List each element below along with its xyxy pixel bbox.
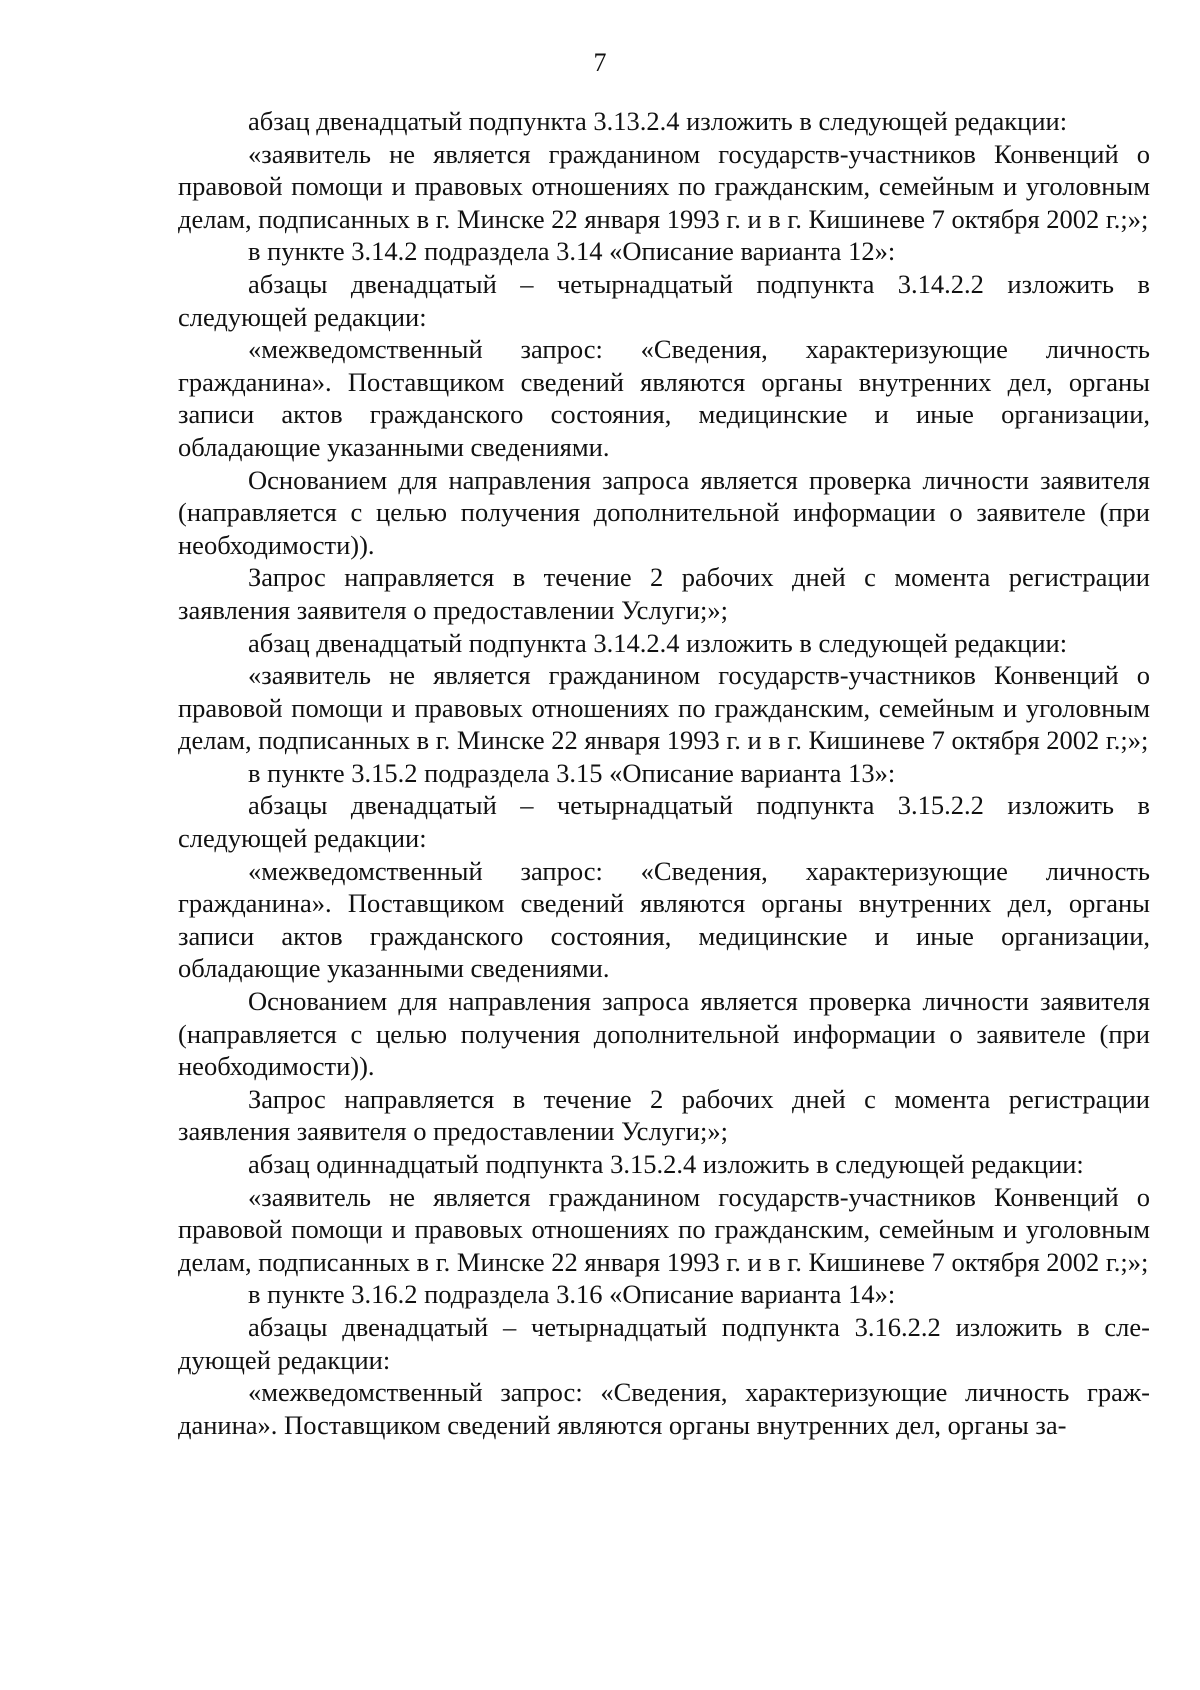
paragraph: Запрос направляется в течение 2 рабочих дней с момента регистрации заявления заявителя о предоставлении Услуги;»; [178,562,1150,625]
paragraph: «заявитель не является гражданином государств-участников Конвенций о правовой помощи и правовых отношениях по гражданским, семейным и уголовным делам, подписанных в г. Минске 22 января 1993 г. и в г. Кишиневе 7 октября 2002 г.;»; [178,1181,1150,1277]
paragraph: абзацы двенадцатый – четырнадцатый подпункта 3.15.2.2 изложить в следующей редакции: [178,790,1150,854]
paragraph: «межведомственный запрос: «Сведения, характеризующие личность гражданина». Поставщиком сведений являются органы внутренних дел, органы записи актов гражданского состояния, медицинские и иные организации, обладающие указанными сведениями. [178,855,1150,984]
paragraph: абзацы двенадцатый – четырнадцатый подпункта 3.16.2.2 изложить в следующей редакции: [178,1311,1150,1375]
paragraph: «межведомственный запрос: «Сведения, характеризующие личность гражданина». Поставщиком сведений являются органы внутренних дел, органы записи актов гражданского состояния, медицинские и иные организации, обладающие указанными сведениями. [178,334,1150,462]
paragraph: абзац двенадцатый подпункта 3.14.2.4 изложить в следующей редакции: [248,627,1068,658]
paragraph: Основанием для направления запроса является проверка личности заявителя (направляется с целью получения дополнительной информации о заявителе (при необходимости)). [178,464,1150,560]
paragraph: Основанием для направления запроса является проверка личности заявителя (направляется с целью получения дополнительной информации о заявителе (при необходимости)). [178,986,1150,1082]
document-body [178,105,1150,1441]
paragraph: в пункте 3.14.2 подраздела 3.14 «Описание варианта 12»: [248,236,896,267]
paragraph: «межведомственный запрос: «Сведения, характеризующие личность гражданина». Поставщиком сведений являются органы внутренних дел, органы за- [178,1377,1150,1440]
paragraph: абзацы двенадцатый – четырнадцатый подпункта 3.14.2.2 изложить в следующей редакции: [178,268,1150,332]
paragraph: «заявитель не является гражданином государств-участников Конвенций о правовой помощи и правовых отношениях по гражданским, семейным и уголовным делам, подписанных в г. Минске 22 января 1993 г. и в г. Кишиневе 7 октября 2002 г.;»; [178,660,1150,756]
paragraph: в пункте 3.15.2 подраздела 3.15 «Описание варианта 13»: [248,757,896,788]
paragraph: абзац одиннадцатый подпункта 3.15.2.4 изложить в следующей редакции: [248,1149,1084,1179]
paragraph: абзац двенадцатый подпункта 3.13.2.4 изложить в следующей редакции: [248,106,1068,136]
paragraph: Запрос направляется в течение 2 рабочих дней с момента регистрации заявления заявителя о предоставлении Услуги;»; [178,1083,1150,1147]
page-number: 7 [593,48,607,77]
paragraph: «заявитель не является гражданином государств-участников Конвенций о правовой помощи и правовых отношениях по гражданским, семейным и уголовным делам, подписанных в г. Минске 22 января 1993 г. и в г. Кишиневе 7 октября 2002 г.;»; [178,138,1150,234]
paragraph: в пункте 3.16.2 подраздела 3.16 «Описание варианта 14»: [248,1279,896,1310]
